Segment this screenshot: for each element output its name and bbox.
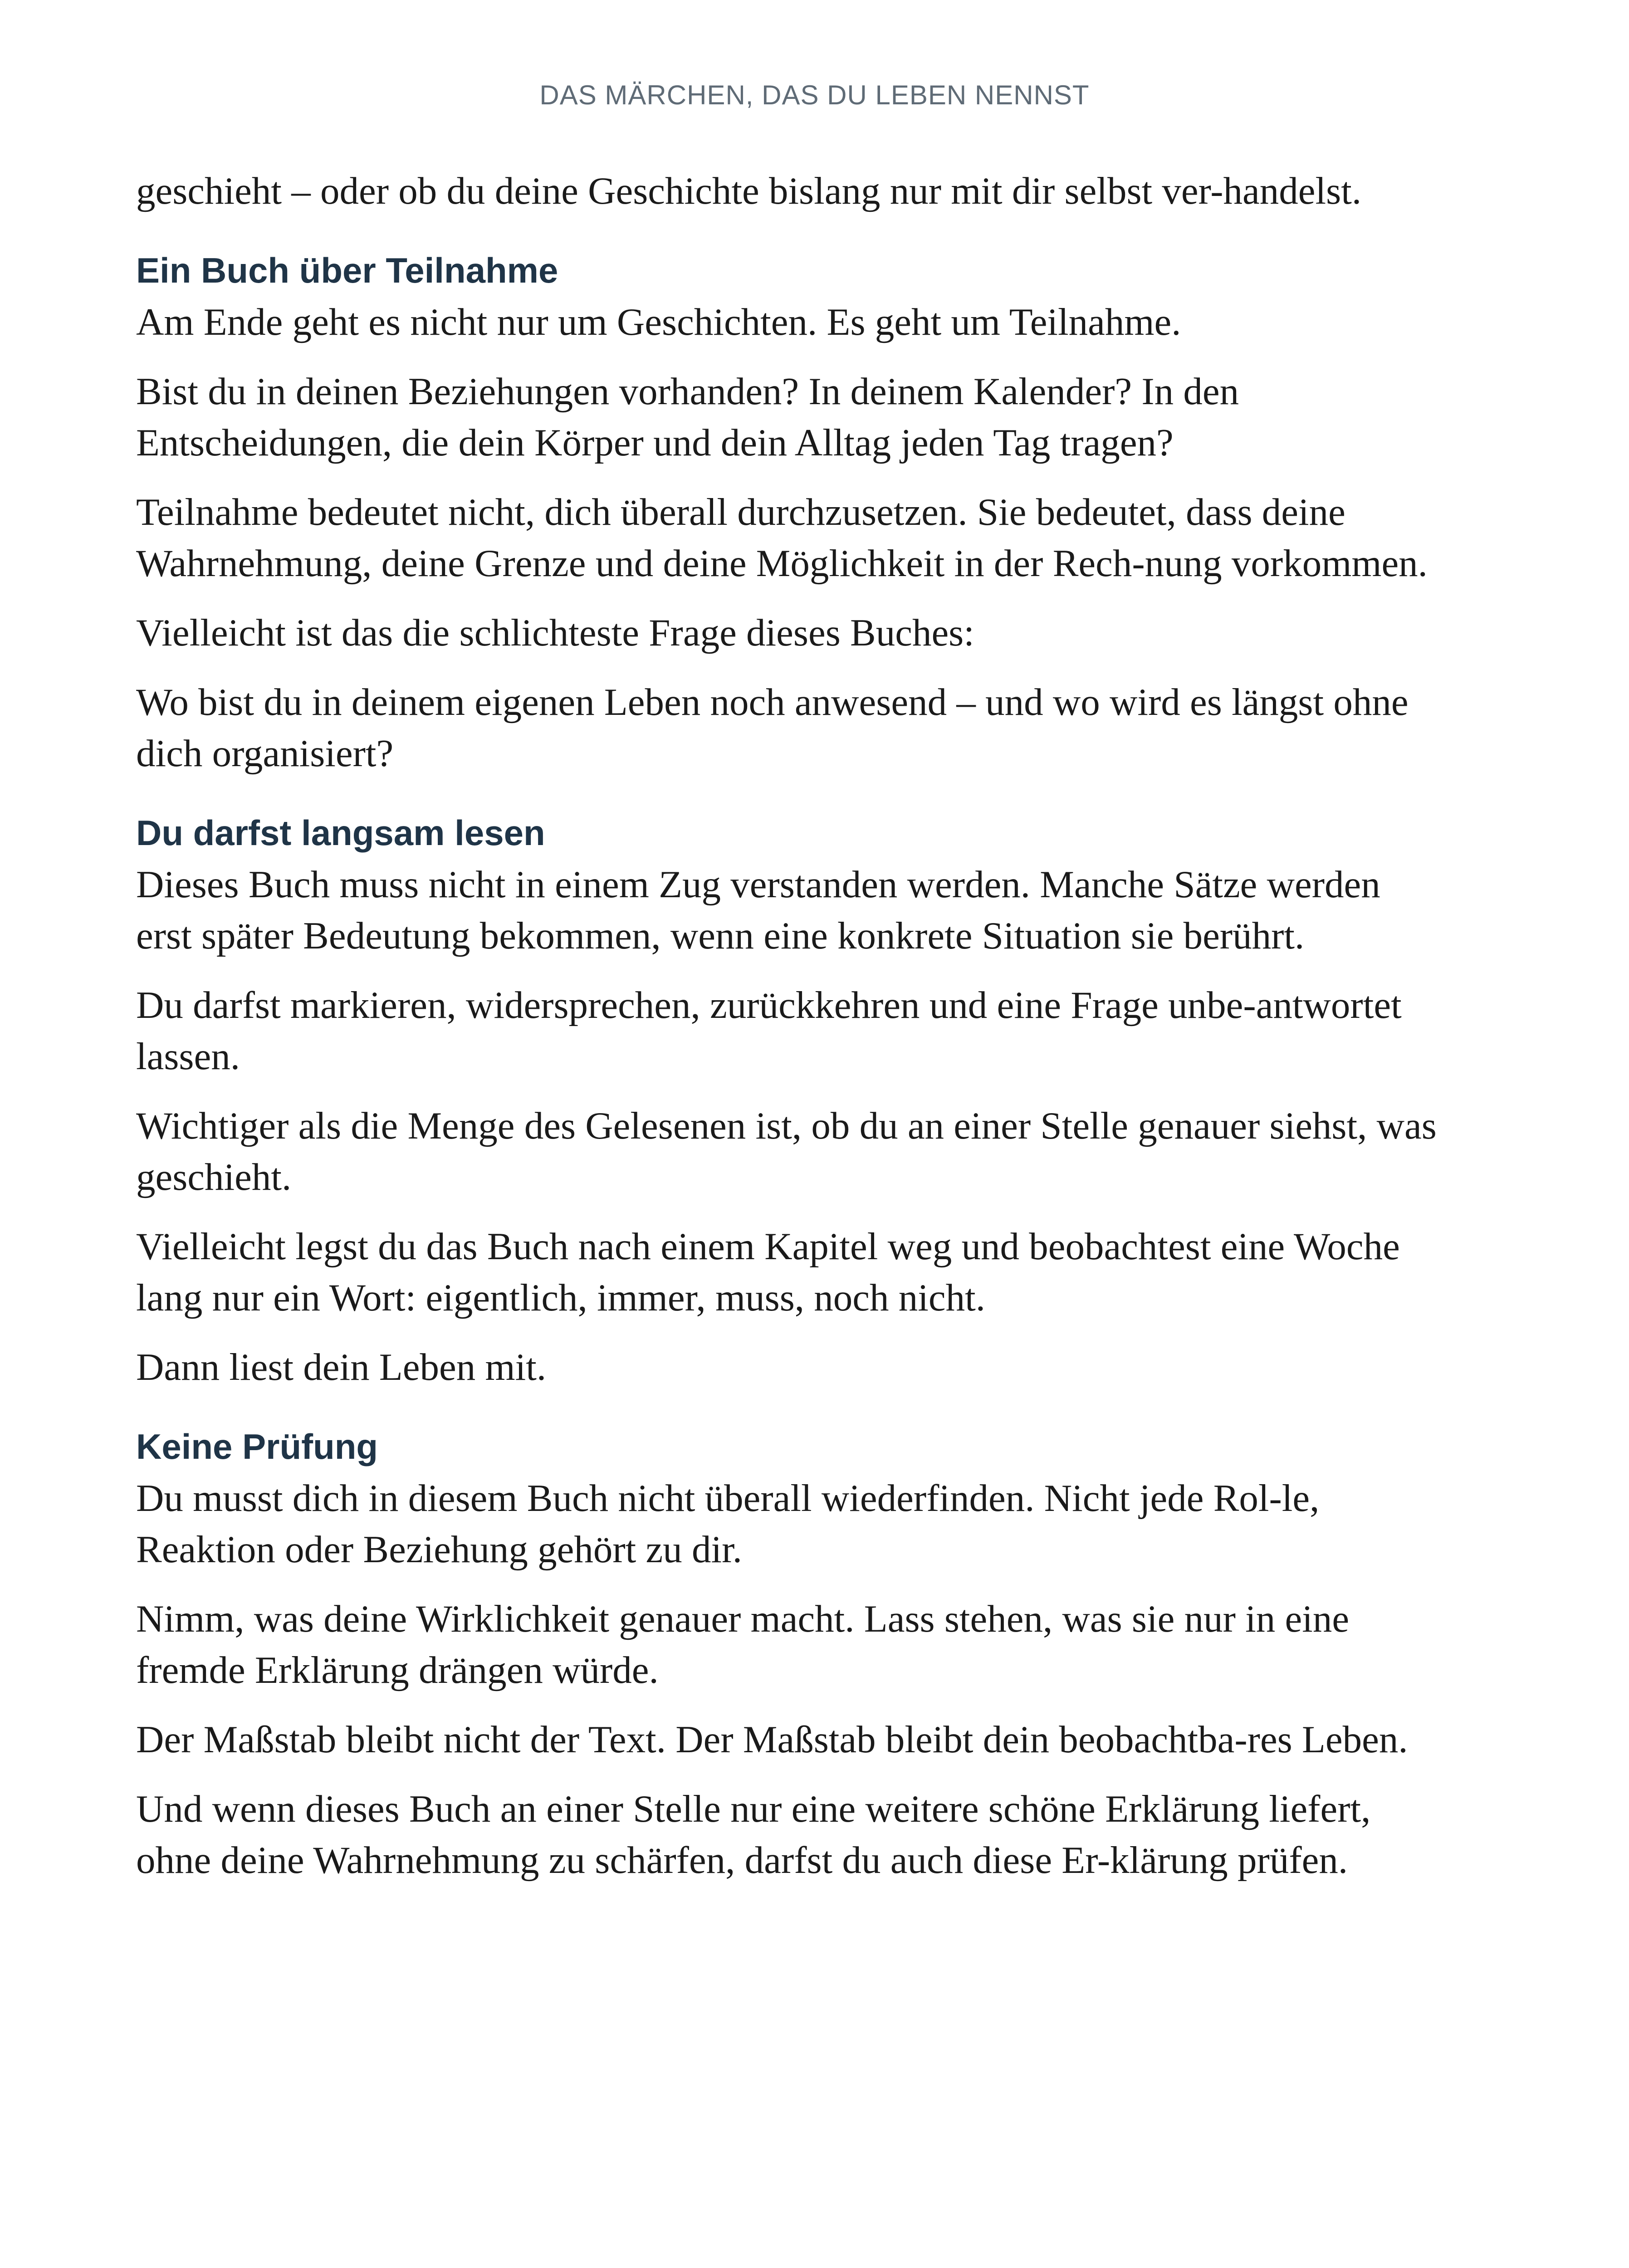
paragraph: Wichtiger als die Menge des Gelesenen ist, ob du an einer Stelle genauer siehst, was geschieht. xyxy=(136,1105,1437,1198)
paragraph: Bist du in deinen Beziehungen vorhanden? In deinem Kalender? In den Entscheidungen, die dein Körper und dein Alltag jeden Tag tragen? xyxy=(136,370,1239,464)
running-header: DAS MÄRCHEN, DAS DU LEBEN NENNST xyxy=(539,80,1090,110)
section-heading: Ein Buch über Teilnahme xyxy=(136,250,558,290)
paragraph: Dann liest dein Leben mit. xyxy=(136,1346,547,1388)
paragraph: Am Ende geht es nicht nur um Geschichten. Es geht um Teilnahme. xyxy=(136,301,1181,343)
paragraph: Und wenn dieses Buch an einer Stelle nur eine weitere schöne Erklärung liefert, ohne deine Wahrnehmung zu schärfen, darfst du auch diese Er-klärung prüfen. xyxy=(136,1788,1371,1882)
paragraph: Vielleicht ist das die schlichteste Frage dieses Buches: xyxy=(136,611,974,654)
paragraph: Vielleicht legst du das Buch nach einem Kapitel weg und beobachtest eine Woche lang nur ein Wort: eigentlich, immer, muss, noch nicht. xyxy=(136,1225,1400,1319)
paragraph: geschieht – oder ob du deine Geschichte bislang nur mit dir selbst ver-handelst. xyxy=(136,170,1362,212)
page-body xyxy=(136,166,1443,1904)
section-heading: Keine Prüfung xyxy=(136,1427,378,1466)
paragraph: Du musst dich in diesem Buch nicht überall wiederfinden. Nicht jede Rol-le, Reaktion oder Beziehung gehört zu dir. xyxy=(136,1477,1320,1571)
paragraph: Nimm, was deine Wirklichkeit genauer macht. Lass stehen, was sie nur in eine fremde Erklärung drängen würde. xyxy=(136,1598,1350,1691)
paragraph: Du darfst markieren, widersprechen, zurückkehren und eine Frage unbe-antwortet lassen. xyxy=(136,984,1402,1078)
paragraph: Dieses Buch muss nicht in einem Zug verstanden werden. Manche Sätze werden erst später Bedeutung bekommen, wenn eine konkrete Situation sie berührt. xyxy=(136,863,1380,957)
paragraph: Teilnahme bedeutet nicht, dich überall durchzusetzen. Sie bedeutet, dass deine Wahrnehmung, deine Grenze und deine Möglichkeit in der Rech-nung vorkommen. xyxy=(136,491,1428,585)
paragraph: Wo bist du in deinem eigenen Leben noch anwesend – und wo wird es längst ohne dich organisiert? xyxy=(136,681,1409,775)
section-heading: Du darfst langsam lesen xyxy=(136,813,545,853)
paragraph: Der Maßstab bleibt nicht der Text. Der Maßstab bleibt dein beobachtba-res Leben. xyxy=(136,1718,1408,1761)
